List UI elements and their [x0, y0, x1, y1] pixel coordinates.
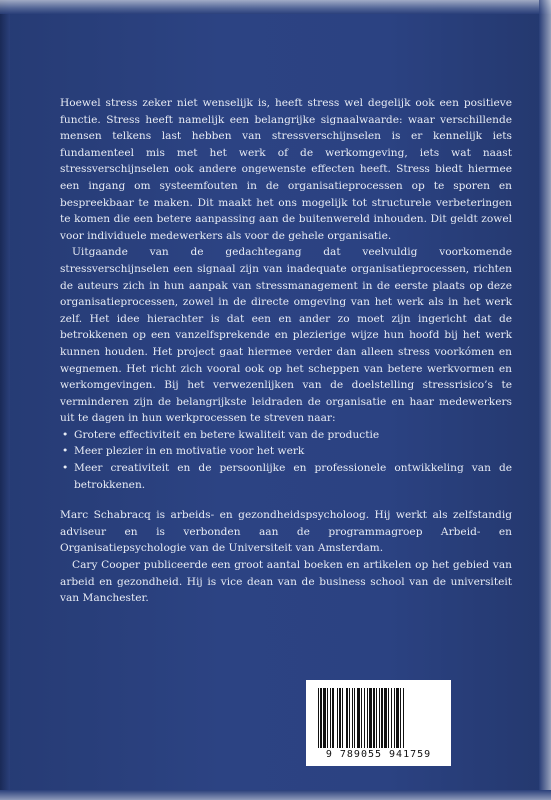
shrink-wrap-bottom: [0, 790, 551, 800]
goals-list: [60, 427, 512, 493]
barcode-bars: [318, 688, 439, 748]
shrink-wrap-top: [0, 0, 551, 14]
author-bio-schabracq: Marc Schabracq is arbeids- en gezondheidspsycholoog. Hij werkt als zelfstandig adviseur en is verbonden aan de programmagroep Arbeid- en Organisatiepsychologie van de Universiteit van Amsterdam.: [60, 509, 512, 555]
goal-item: • Grotere effectiviteit en betere kwaliteit van de productie: [60, 427, 512, 444]
author-bio-cooper: Cary Cooper publiceerde een groot aantal boeken en artikelen op het gebied van arbeid en gezondheid. Hij is vice dean van de business school van de universiteit van Manchester.: [60, 559, 512, 605]
blurb-text: [60, 95, 512, 607]
goal-item: • Meer plezier in en motivatie voor het werk: [60, 443, 512, 460]
goal-item: • Meer creativiteit en de persoonlijke en professionele ontwikkeling van de betrokkenen.: [60, 460, 512, 493]
intro-paragraph-2: Uitgaande van de gedachtegang dat veelvuldig voorkomende stressverschijnselen een signaal zijn van inadequate organisatieprocessen, richten de auteurs zich in hun aanpak van stressmanagement in de eerste plaats op deze organisatieprocessen, zowel in de directe omgeving van het werk als in het werk zelf. Het idee hierachter is dat een en ander zo moet zijn ingericht dat de betrokkenen op een vanzelfsprekende en plezierige wijze hun hoofd bij het werk kunnen houden. Het project gaat hiermee verder dan alleen stress voorkómen en wegnemen. Het richt zich vooral ook op het scheppen van betere werkvormen en werkomgevingen. Bij het verwezenlijken van de doelstelling stressrisico’s te verminderen zijn de belangrijkste leidraden de organisatie en haar medewerkers uit te dagen in hun werkprocessen te streven naar:: [60, 246, 512, 425]
shrink-wrap-right: [539, 0, 551, 800]
spine-edge: [0, 0, 10, 800]
isbn-number: 9 789055 941759: [325, 749, 432, 760]
intro-paragraph-1: Hoewel stress zeker niet wenselijk is, heeft stress wel degelijk ook een positieve functie. Stress heeft namelijk een belangrijke signaalwaarde: waar verschillende mensen telkens last hebben van stressverschijnselen is er kennelijk iets fundamenteel mis met het werk of de werkomgeving, iets wat naast stressverschijnselen ook andere ongewenste effecten heeft. Stress biedt hiermee een ingang om systeemfouten in de organisatieprocessen op te sporen en bespreekbaar te maken. Dit maakt het ons mogelijk tot structurele verbeteringen te komen die een betere aanpassing aan de buitenwereld inhouden. Dit geldt zowel voor individuele medewerkers als voor de gehele organisatie.: [60, 97, 512, 242]
isbn-barcode: [306, 680, 451, 766]
